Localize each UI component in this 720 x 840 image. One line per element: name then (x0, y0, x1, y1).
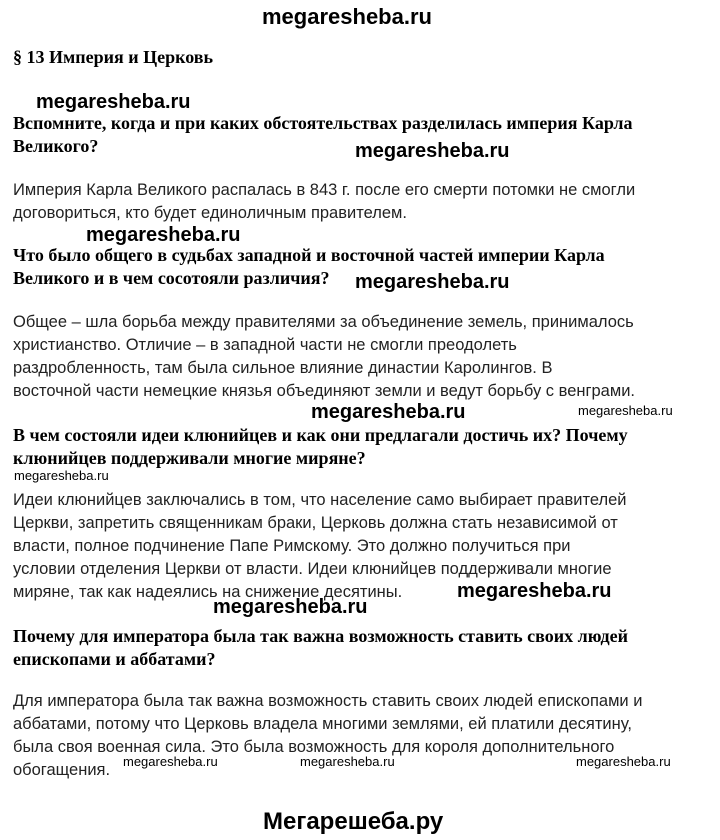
question-4-line: Почему для императора была так важна возможность ставить своих людей (13, 626, 628, 646)
answer-1-line: Империя Карла Великого распалась в 843 г. после его смерти потомки не смогли (13, 181, 636, 199)
question-3 (13, 424, 628, 470)
watermark-footer: Мегарешеба.ру (263, 808, 444, 835)
watermark: megaresheba.ru (457, 580, 612, 602)
answer-4-line: была своя военная сила. Это была возможность для короля дополнительного (13, 738, 615, 756)
answer-2-line: восточной части немецкие князья объединяют земли и ведут борьбу с венграми. (13, 382, 635, 400)
watermark-small: megaresheba.ru (578, 403, 673, 418)
watermark: megaresheba.ru (355, 140, 510, 162)
answer-2-line: христианство. Отличие – в западной части не смогли преодолеть (13, 336, 517, 354)
answer-3-line: Церкви, запретить священникам браки, Церковь должна стать независимой от (13, 514, 618, 532)
answer-4-line: Для императора была так важна возможность ставить своих людей епископами и (13, 692, 643, 710)
answer-1-line: договориться, кто будет единоличным правителем. (13, 204, 407, 222)
watermark: megaresheba.ru (86, 224, 241, 246)
watermark-top: megaresheba.ru (262, 4, 432, 29)
watermark-small: megaresheba.ru (576, 754, 671, 769)
answer-2 (13, 311, 635, 403)
answer-3-line: власти, полное подчинение Папе Римскому. Это должно получиться при (13, 537, 571, 555)
question-3-line: В чем состояли идеи клюнийцев и как они предлагали достичь их? Почему (13, 425, 628, 445)
question-4-line: епископами и аббатами? (13, 649, 216, 669)
watermark: megaresheba.ru (355, 271, 510, 293)
watermark-small: megaresheba.ru (300, 754, 395, 769)
answer-1 (13, 179, 635, 225)
answer-3-line: миряне, так как надеялись на снижение десятины. (13, 583, 403, 601)
watermark-small: megaresheba.ru (123, 754, 218, 769)
watermark-small: megaresheba.ru (14, 468, 109, 483)
answer-3-line: Идеи клюнийцев заключались в том, что население само выбирает правителей (13, 491, 627, 509)
answer-4-line: обогащения. (13, 761, 111, 779)
answer-3-line: условии отделения Церкви от власти. Идеи клюнийцев поддерживали многие (13, 560, 612, 578)
question-2-line: Великого и в чем сосотояли различия? (13, 268, 330, 288)
question-1 (13, 112, 633, 158)
question-2-line: Что было общего в судьбах западной и восточной частей империи Карла (13, 245, 605, 265)
question-4 (13, 625, 628, 671)
question-1-line: Вспомните, когда и при каких обстоятельствах разделилась империя Карла (13, 113, 633, 133)
watermark: megaresheba.ru (36, 91, 191, 113)
section-title: § 13 Империя и Церковь (13, 47, 214, 67)
answer-4-line: аббатами, потому что Церковь владела многими землями, ей платили десятину, (13, 715, 632, 733)
watermark: megaresheba.ru (213, 596, 368, 618)
question-3-line: клюнийцев поддерживали многие миряне? (13, 448, 366, 468)
watermark: megaresheba.ru (311, 401, 466, 423)
question-2 (13, 244, 605, 290)
answer-2-line: раздробленность, там была сильное влияние династии Каролингов. В (13, 359, 553, 377)
question-1-line: Великого? (13, 136, 99, 156)
answer-2-line: Общее – шла борьба между правителями за объединение земель, принималось (13, 313, 634, 331)
